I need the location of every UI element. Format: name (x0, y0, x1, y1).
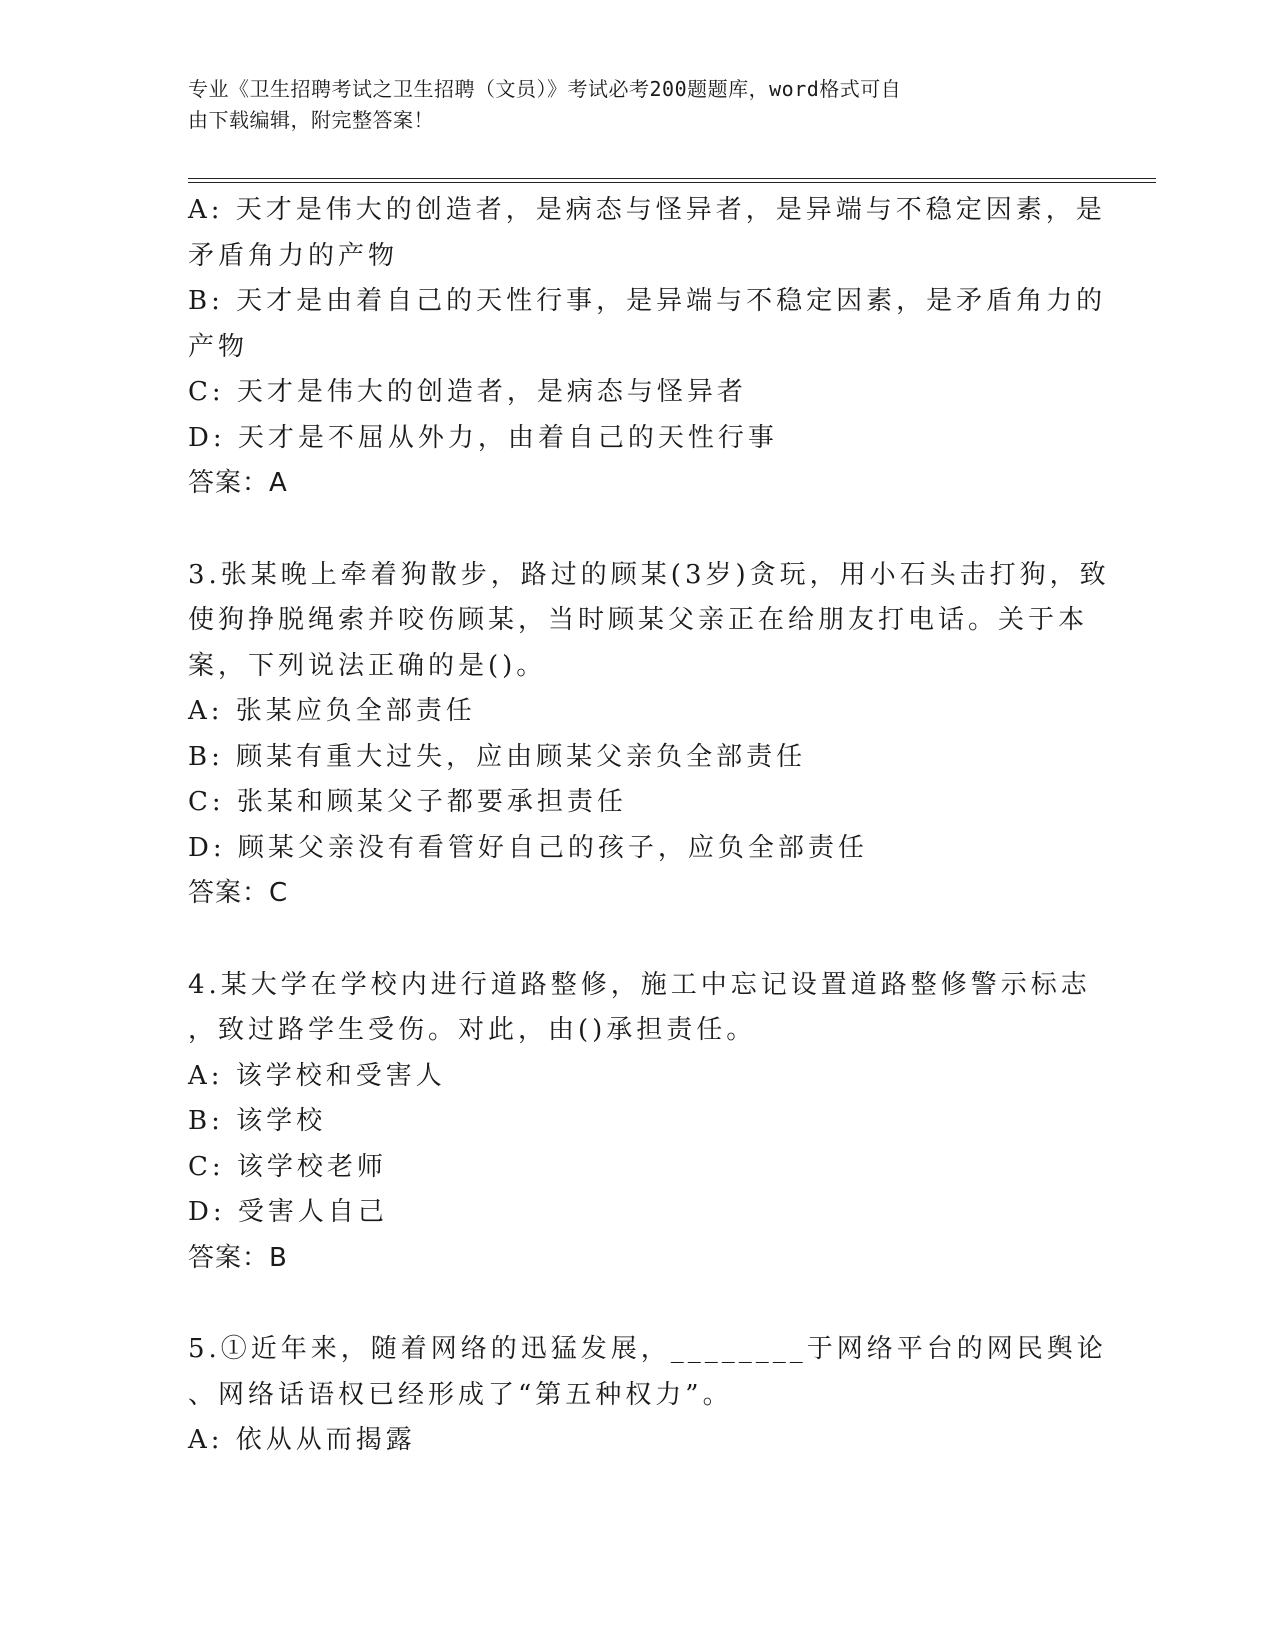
option-a-line-1: A: 天才是伟大的创造者，是病态与怪异者，是异端与不稳定因素，是 (188, 195, 1106, 225)
document-header (188, 74, 1088, 136)
spacer (188, 917, 1088, 963)
header-text-line-1: 专业《卫生招聘考试之卫生招聘（文员）》考试必考200题题库，word格式可自 (188, 77, 902, 101)
question-stem-line-2: 使狗挣脱绳索并咬伤顾某，当时顾某父亲正在给朋友打电话。关于本 (188, 605, 1089, 635)
header-rule-line-bottom (188, 182, 1156, 183)
option-c: C: 该学校老师 (188, 1151, 387, 1182)
option-b-line-1: B: 天才是由着自己的天性行事，是异端与不稳定因素，是矛盾角力的 (188, 286, 1107, 316)
header-rule-line-top (188, 178, 1156, 179)
option-a: A: 依从从而揭露 (188, 1425, 416, 1455)
option-b: B: 顾某有重大过失，应由顾某父亲负全部责任 (188, 741, 807, 772)
header-text-line-2: 由下载编辑，附完整答案！ (188, 108, 434, 132)
question-stem-line-1: 3.张某晚上牵着狗散步，路过的顾某(3岁)贪玩，用小石头击打狗，致 (188, 559, 1110, 590)
question-3 (188, 553, 1110, 917)
question-stem-line-1: 5.①近年来，随着网络的迅猛发展，________于网络平台的网民舆论 (188, 1334, 1107, 1364)
option-c: C: 天才是伟大的创造者，是病态与怪异者 (188, 377, 747, 407)
answer-line: 答案：C (188, 878, 289, 908)
option-b: B: 该学校 (188, 1106, 327, 1136)
option-d: D: 受害人自己 (188, 1197, 388, 1227)
question-4 (188, 963, 1091, 1282)
spacer (188, 507, 1088, 553)
option-d: D: 顾某父亲没有看管好自己的孩子，应负全部责任 (188, 832, 868, 863)
question-5 (188, 1327, 1107, 1464)
answer-line: 答案：B (188, 1242, 288, 1273)
option-b-line-2: 产物 (188, 331, 249, 362)
option-a-line-2: 矛盾角力的产物 (188, 240, 399, 271)
header-double-rule (188, 178, 1156, 184)
question-stem-line-1: 4.某大学在学校内进行道路整修，施工中忘记设置道路整修警示标志 (188, 969, 1091, 1000)
option-d: D: 天才是不屈从外力，由着自己的天性行事 (188, 422, 778, 453)
option-c: C: 张某和顾某父子都要承担责任 (188, 787, 627, 817)
spacer (188, 1281, 1088, 1327)
answer-line: 答案：A (188, 468, 288, 498)
question-stem-line-2: ，致过路学生受伤。对此，由()承担责任。 (188, 1015, 757, 1045)
question-stem-line-2: 、网络话语权已经形成了“第五种权力”。 (188, 1379, 733, 1410)
option-a: A: 该学校和受害人 (188, 1060, 446, 1091)
question-2-tail (188, 188, 1107, 507)
question-stem-line-3: 案，下列说法正确的是()。 (188, 650, 547, 681)
document-content (188, 188, 1110, 1464)
option-a: A: 张某应负全部责任 (188, 696, 476, 726)
